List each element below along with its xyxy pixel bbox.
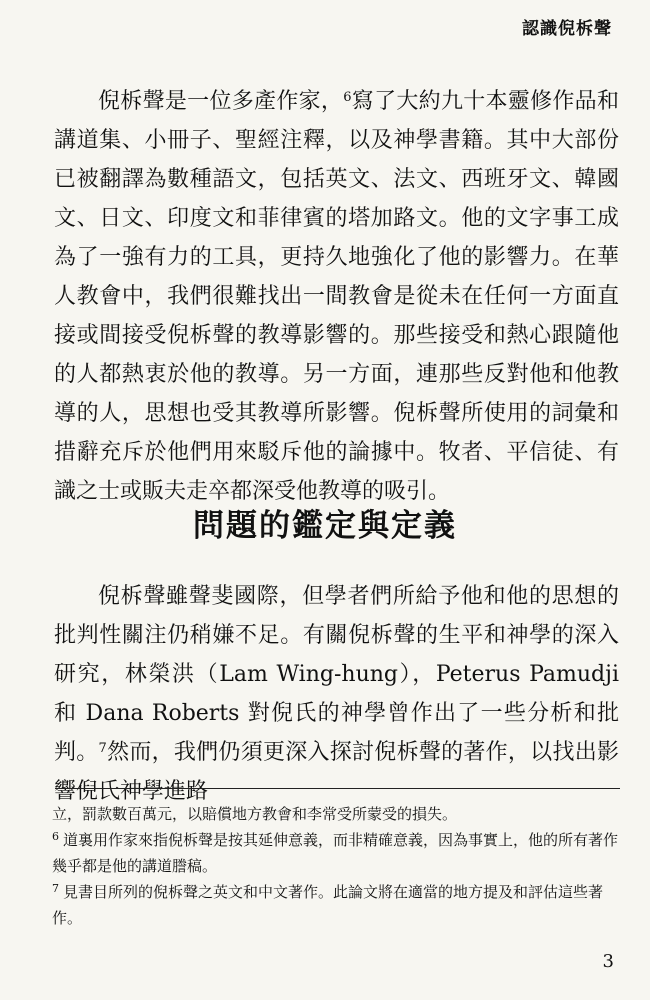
footnote-7 <box>52 880 620 930</box>
footnote-mark: 7 <box>52 882 59 895</box>
para1-text-rest: 寫了大約九十本靈修作品和講道集、小冊子、聖經注釋，以及神學書籍。其中大部份已被翻譯為數種語文，包括英文、法文、西班牙文、韓國文、日文、印度文和菲律賓的塔加路文。他的文字事工成為了一強有力的工具，更持久地強化了他的影響力。在華人教會中，我們很難找出一間教會是從未在任何一方面直接或間接受倪柝聲的教導影響的。那些接受和熱心跟隨他的人都熱衷於他的教導。另一方面，連那些反對他和他教導的人，思想也受其教導所影響。倪柝聲所使用的詞彙和措辭充斥於他們用來駁斥他的論據中。牧者、平信徒、有識之士或販夫走卒都深受他教導的吸引。 <box>54 89 619 504</box>
para2-text-rest: 然而，我們仍須更深入探討倪柝聲的著作，以找出影響倪氏神學進路 <box>54 740 619 804</box>
footnote-ref-7[interactable]: 7 <box>98 741 107 756</box>
footnotes <box>52 802 620 932</box>
footnote-continuation: 立，罰款數百萬元，以賠償地方教會和李常受所蒙受的損失。 <box>52 805 458 823</box>
para2-text-start: 倪柝聲雖聲斐國際，但學者們所給予他和他的思想的批判性關注仍稍嫌不足。有關倪柝聲的生平和神學的深入研究，林榮洪（Lam Wing-hung），Peterus Pamudji 和 Dana Roberts 對倪氏的神學曾作出了一些分析和批判。 <box>54 584 619 765</box>
section-heading: 問題的鑑定與定義 <box>193 508 457 544</box>
para1-text-start: 倪柝聲是一位多產作家， <box>98 89 344 114</box>
footnote-text: 道裏用作家來指倪柝聲是按其延伸意義，而非精確意義，因為事實上，他的所有著作幾乎都是他的講道謄稿。 <box>52 831 619 875</box>
page-number: 3 <box>602 951 614 972</box>
footnote-text: 見書目所列的倪柝聲之英文和中文著作。此論文將在適當的地方提及和評估這些著作。 <box>52 883 604 927</box>
body-paragraph-1 <box>54 82 619 511</box>
footnote-6 <box>52 828 620 878</box>
footnote-mark: 6 <box>52 830 59 843</box>
body-paragraph-2 <box>54 577 619 811</box>
running-header: 認識倪柝聲 <box>522 19 612 39</box>
footnote-ref-6[interactable]: 6 <box>343 90 352 105</box>
footnote-divider <box>55 788 620 789</box>
